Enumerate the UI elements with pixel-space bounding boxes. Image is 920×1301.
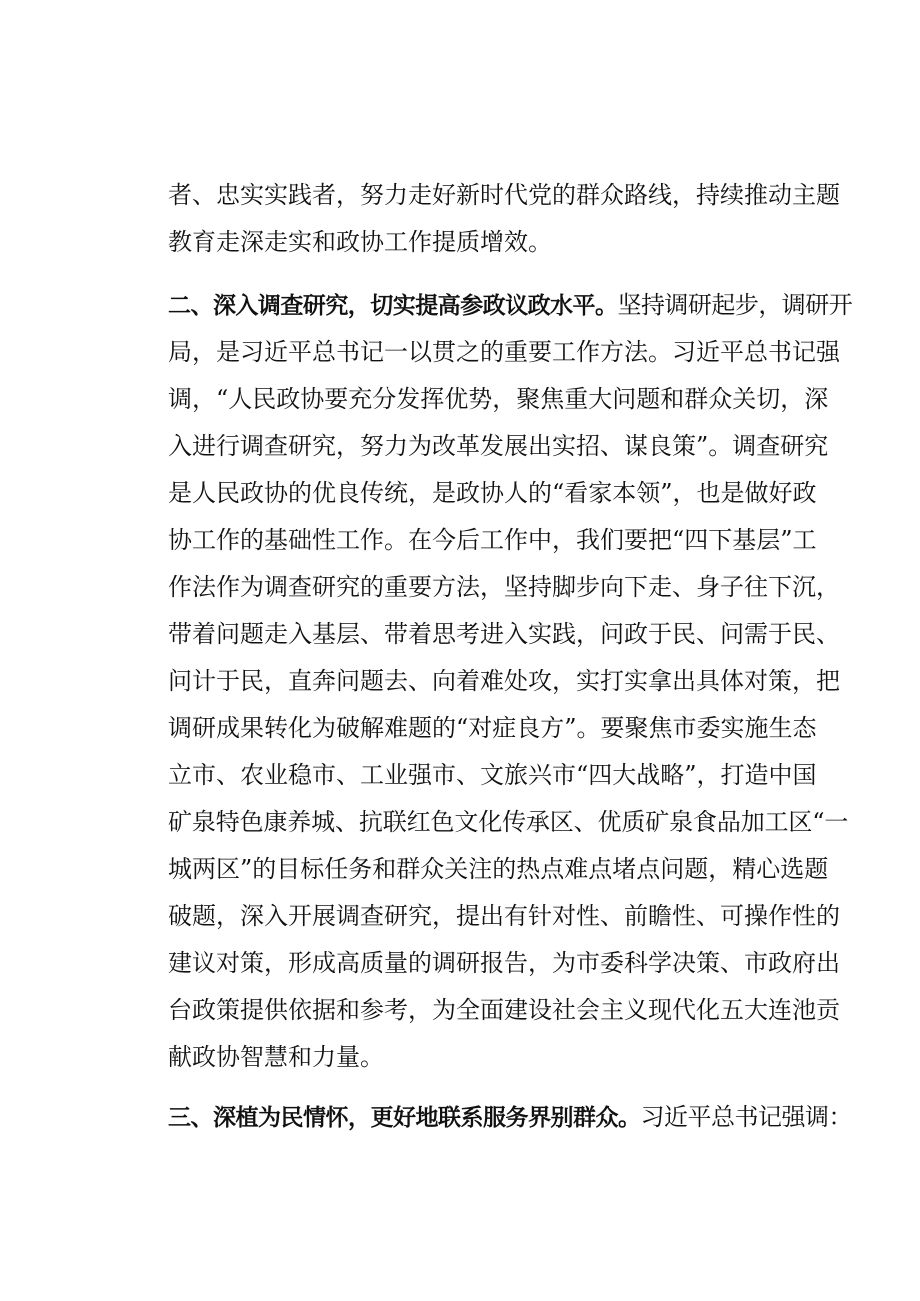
text-line: 带着问题走入基层、带着思考进入实践，问政于民、问需于民、 <box>168 620 840 648</box>
text-line: 局，是习近平总书记一以贯之的重要工作方法。习近平总书记强 <box>168 338 840 366</box>
text-line: 建议对策，形成高质量的调研报告，为市委科学决策、市政府出 <box>168 949 840 977</box>
section-2-first-line <box>168 290 853 321</box>
text-line: 作法作为调查研究的重要方法，坚持脚步向下走、身子往下沉， <box>168 573 840 601</box>
text-line: 调研成果转化为破解难题的“对症良方”。要聚焦市委实施生态 <box>168 714 817 742</box>
text-line: 教育走深走实和政协工作提质增效。 <box>168 228 552 256</box>
text-line: 是人民政协的优良传统，是政协人的“看家本领”，也是做好政 <box>168 479 817 507</box>
text-line: 矿泉特色康养城、抗联红色文化传承区、优质矿泉食品加工区“一 <box>168 808 849 836</box>
text-line: 献政协智慧和力量。 <box>168 1043 384 1071</box>
text-line: 者、忠实实践者，努力走好新时代党的群众路线，持续推动主题 <box>168 181 840 209</box>
text-line: 破题，深入开展调查研究，提出有针对性、前瞻性、可操作性的 <box>168 902 840 930</box>
text-line: 问计于民，直奔问题去、向着难处攻，实打实拿出具体对策，把 <box>168 667 840 695</box>
text-line: 城两区”的目标任务和群众关注的热点难点堵点问题，精心选题 <box>168 855 829 883</box>
section-2-heading: 二、深入调查研究，切实提高参政议政水平。 <box>168 293 618 319</box>
section-2-first-line-text: 坚持调研起步，调研开 <box>617 291 853 319</box>
text-line: 台政策提供依据和参考，为全面建设社会主义现代化五大连池贡 <box>168 996 840 1024</box>
text-line: 调，“人民政协要充分发挥优势，聚焦重大问题和群众关切，深 <box>168 385 829 413</box>
section-3-first-line-text: 习近平总书记强调： <box>640 1103 852 1131</box>
section-3-first-line <box>168 1102 852 1133</box>
text-line: 协工作的基础性工作。在今后工作中，我们要把“四下基层”工 <box>168 526 817 554</box>
text-line: 入进行调查研究，努力为改革发展出实招、谋良策”。调查研究 <box>168 432 829 460</box>
section-3-heading: 三、深植为民情怀，更好地联系服务界别群众。 <box>168 1105 641 1131</box>
text-line: 立市、农业稳市、工业强市、文旅兴市“四大战略”，打造中国 <box>168 761 817 789</box>
